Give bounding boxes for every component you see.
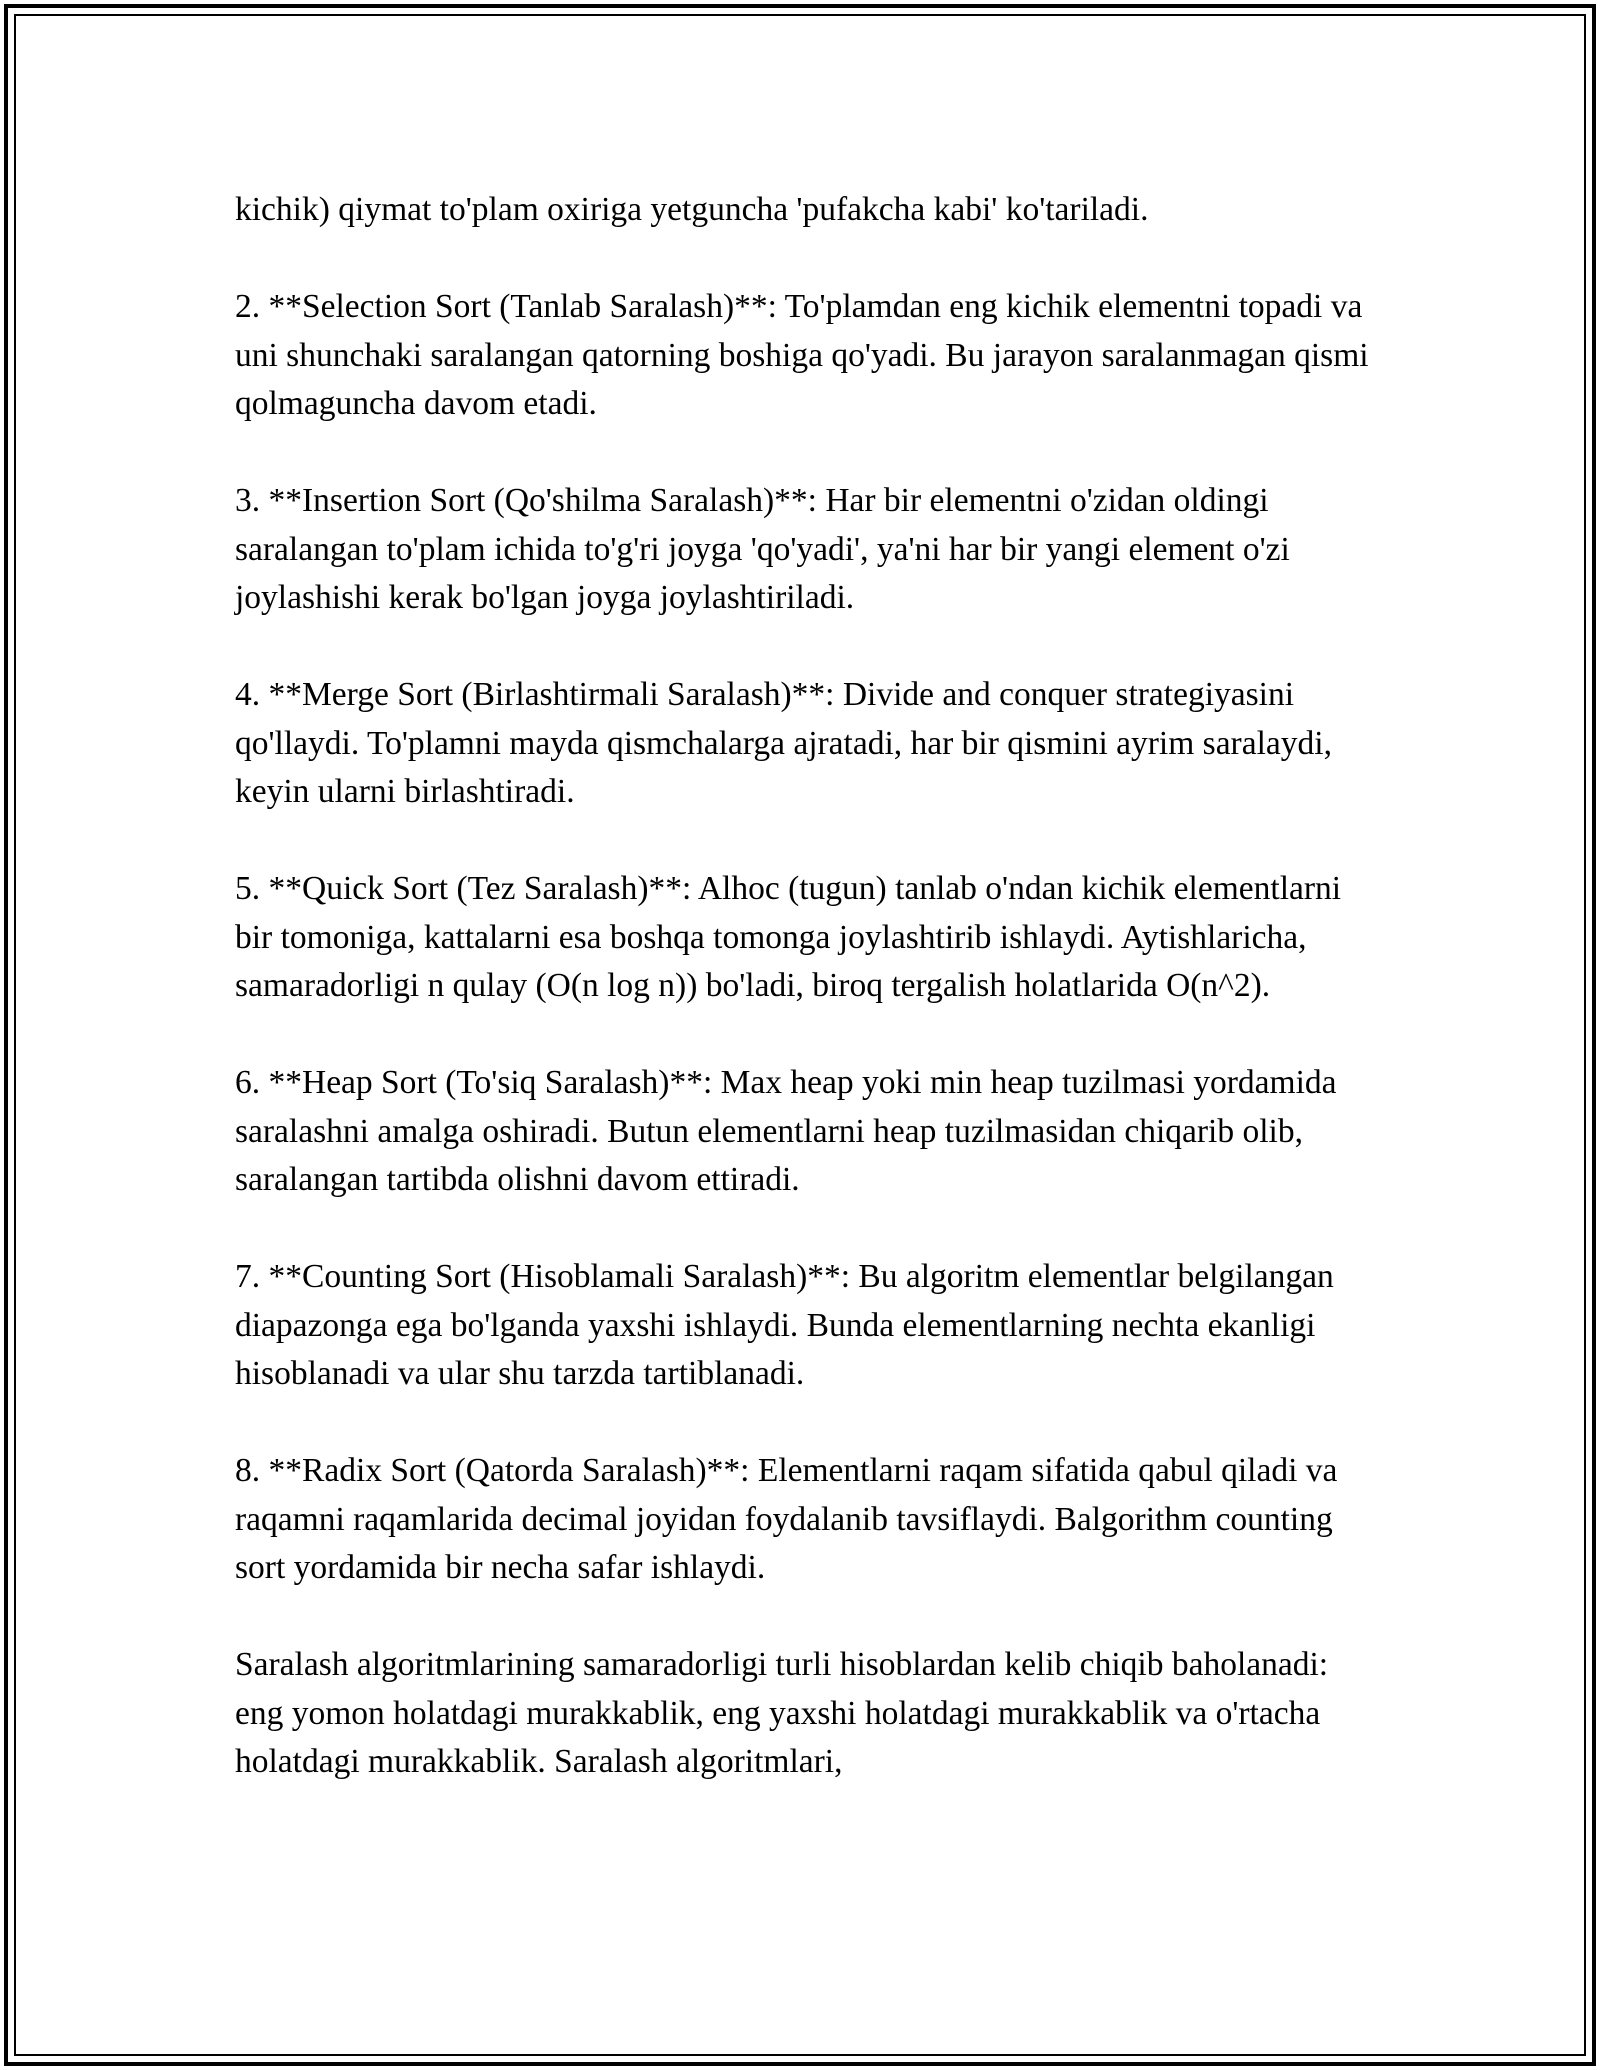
paragraph-quick-sort: 5. **Quick Sort (Tez Saralash)**: Alhoc (tugun) tanlab o'ndan kichik elementlarni bir tomoniga, kattalarni esa boshqa tomonga joylashtirib ishlaydi. Aytishlaricha, samaradorligi n qulay (O(n log n)) bo'ladi, biroq tergalish holatlarida O(n^2). [235,870,1342,1004]
paragraph-radix-sort: 8. **Radix Sort (Qatorda Saralash)**: Elementlarni raqam sifatida qabul qiladi va raqamni raqamlarida decimal joyidan foydalanib tavsiflaydi. Balgorithm counting sort yordamida bir necha safar ishlaydi. [235,1452,1338,1586]
paragraph-summary: Saralash algoritmlarining samaradorligi turli hisoblardan kelib chiqib baholanadi: eng yomon holatdagi murakkablik, eng yaxshi holatdagi murakkablik va o'rtacha holatdagi murakkablik. Saralash algoritmlari, [235,1646,1329,1780]
paragraph-heap-sort: 6. **Heap Sort (To'siq Saralash)**: Max heap yoki min heap tuzilmasi yordamida saralashni amalga oshiradi. Butun elementlarni heap tuzilmasidan chiqarib olib, saralangan tartibda olishni davom ettiradi. [235,1064,1337,1198]
paragraph-counting-sort: 7. **Counting Sort (Hisoblamali Saralash)**: Bu algoritm elementlar belgilangan diapazonga ega bo'lganda yaxshi ishlaydi. Bunda elementlarning nechta ekanligi hisoblanadi va ular shu tarzda tartiblanadi. [235,1258,1334,1392]
document-body [235,186,1375,1835]
paragraph-bubble-sort-end: kichik) qiymat to'plam oxiriga yetguncha 'pufakcha kabi' ko'tariladi. [235,191,1149,228]
paragraph-merge-sort: 4. **Merge Sort (Birlashtirmali Saralash)**: Divide and conquer strategiyasini qo'llaydi. To'plamni mayda qismchalarga ajratadi, har bir qismini ayrim saralaydi, keyin ularni birlashtiradi. [235,676,1332,810]
paragraph-selection-sort: 2. **Selection Sort (Tanlab Saralash)**: To'plamdan eng kichik elementni topadi va uni shunchaki saralangan qatorning boshiga qo'yadi. Bu jarayon saralanmagan qismi qolmaguncha davom etadi. [235,288,1369,422]
paragraph-insertion-sort: 3. **Insertion Sort (Qo'shilma Saralash)**: Har bir elementni o'zidan oldingi saralangan to'plam ichida to'g'ri joyga 'qo'yadi', ya'ni har bir yangi element o'zi joylashishi kerak bo'lgan joyga joylashtiriladi. [235,482,1290,616]
